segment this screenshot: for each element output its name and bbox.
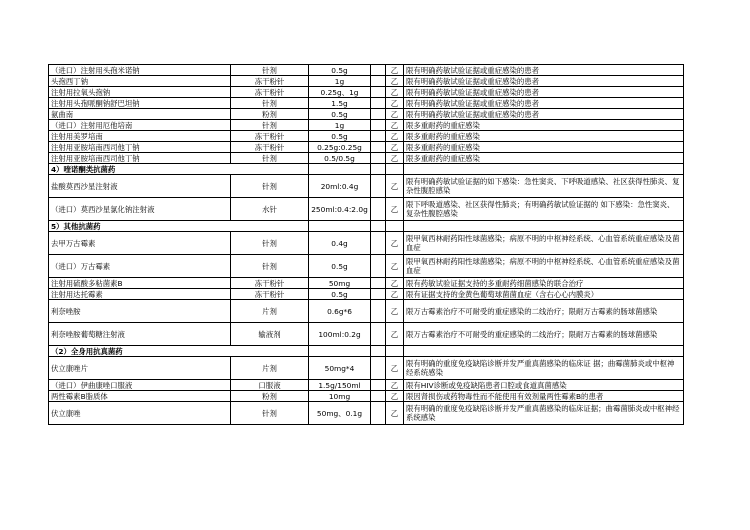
drug-name-cell: 利奈唑胺葡萄糖注射液 bbox=[49, 323, 231, 346]
restriction-cell: 限有HIV诊断或免疫缺陷患者口腔或食道真菌感染 bbox=[404, 380, 684, 391]
restriction-cell: 限有明确的重度免疫缺陷诊断并发严重真菌感染的临床证 据；曲霉菌肺炎或中枢神经系统感染 bbox=[404, 357, 684, 380]
table-row bbox=[49, 76, 684, 87]
specification-cell: 1g bbox=[309, 120, 371, 131]
dosage-form-cell: 针剂 bbox=[231, 65, 309, 76]
drug-name-cell: 两性霉素B脂质体 bbox=[49, 391, 231, 402]
restriction-cell: 限有明确药敏试验证据或重症感染的患者 bbox=[404, 76, 684, 87]
drug-name-cell: 氨曲南 bbox=[49, 109, 231, 120]
dosage-form-cell: 输液剂 bbox=[231, 323, 309, 346]
restriction-cell: 限有药敏试验证据支持的多重耐药细菌感染的联合治疗 bbox=[404, 278, 684, 289]
specification-cell: 20ml:0.4g bbox=[309, 175, 371, 198]
specification-cell: 10mg bbox=[309, 391, 371, 402]
restriction-cell: 限有明确药敏试验证据的如下感染：急性窦炎、下呼吸道感染、社区获得性肺炎、复杂性腹腔感染 bbox=[404, 175, 684, 198]
drug-name-cell: 注射用头孢哌酮钠舒巴坦钠 bbox=[49, 98, 231, 109]
dosage-form-cell: 冻干粉针 bbox=[231, 142, 309, 153]
table-body bbox=[49, 65, 684, 425]
specification-cell: 50mg bbox=[309, 278, 371, 289]
restriction-cell: 限多重耐药的重症感染 bbox=[404, 131, 684, 142]
category-cell: 乙 bbox=[386, 391, 404, 402]
drug-name-cell: 伏立康唑 bbox=[49, 402, 231, 425]
drug-name-cell: （进口）注射用头孢米诺钠 bbox=[49, 65, 231, 76]
table-row bbox=[49, 120, 684, 131]
restriction-cell: 限有明确药敏试验证据或重症感染的患者 bbox=[404, 65, 684, 76]
restriction-cell: 限因肾损伤或药物毒性而不能使用有效剂量两性霉素B的患者 bbox=[404, 391, 684, 402]
section-title: （2）全身用抗真菌药 bbox=[49, 346, 309, 357]
specification-cell: 0.5/0.5g bbox=[309, 153, 371, 164]
specification-cell: 250ml:0.4:2.0g bbox=[309, 198, 371, 221]
drug-name-cell: 注射用美罗培南 bbox=[49, 131, 231, 142]
category-cell: 乙 bbox=[386, 98, 404, 109]
table-row bbox=[49, 402, 684, 425]
table-row bbox=[49, 232, 684, 255]
dosage-form-cell: 冻干粉针 bbox=[231, 131, 309, 142]
category-cell: 乙 bbox=[386, 357, 404, 380]
restriction-cell-empty bbox=[404, 346, 684, 357]
drug-name-cell: （进口）万古霉素 bbox=[49, 255, 231, 278]
category-cell-empty bbox=[386, 164, 404, 175]
drug-name-cell: 注射用拉氧头孢钠 bbox=[49, 87, 231, 98]
restriction-cell: 限有明确的重度免疫缺陷诊断并发严重真菌感染的临床证据；曲霉菌肺炎或中枢神经系统感染 bbox=[404, 402, 684, 425]
category-cell: 乙 bbox=[386, 120, 404, 131]
blank-cell bbox=[371, 76, 386, 87]
blank-cell bbox=[371, 255, 386, 278]
table-row bbox=[49, 391, 684, 402]
category-cell: 乙 bbox=[386, 131, 404, 142]
specification-cell: 0.5g bbox=[309, 289, 371, 300]
category-cell: 乙 bbox=[386, 153, 404, 164]
blank-cell bbox=[371, 109, 386, 120]
drug-list-table bbox=[48, 64, 684, 425]
table-row bbox=[49, 323, 684, 346]
drug-name-cell: 注射用达托霉素 bbox=[49, 289, 231, 300]
dosage-form-cell: 针剂 bbox=[231, 98, 309, 109]
category-cell: 乙 bbox=[386, 289, 404, 300]
restriction-cell: 限有明确药敏试验证据或重症感染的患者 bbox=[404, 87, 684, 98]
blank-cell bbox=[371, 175, 386, 198]
spec-cell-empty bbox=[309, 346, 371, 357]
restriction-cell: 限有明确药敏试验证据或重症感染的患者 bbox=[404, 98, 684, 109]
restriction-cell-empty bbox=[404, 221, 684, 232]
drug-name-cell: 利奈唑胺 bbox=[49, 300, 231, 323]
category-cell: 乙 bbox=[386, 402, 404, 425]
category-cell: 乙 bbox=[386, 175, 404, 198]
restriction-cell: 限有证据支持的金黄色葡萄球菌菌血症（含右心心内膜炎） bbox=[404, 289, 684, 300]
blank-cell bbox=[371, 357, 386, 380]
table-row bbox=[49, 87, 684, 98]
table-row bbox=[49, 198, 684, 221]
table-row bbox=[49, 300, 684, 323]
dosage-form-cell: 粉剂 bbox=[231, 109, 309, 120]
category-cell: 乙 bbox=[386, 278, 404, 289]
table-row bbox=[49, 255, 684, 278]
category-cell-empty bbox=[386, 346, 404, 357]
dosage-form-cell: 片剂 bbox=[231, 357, 309, 380]
drug-name-cell: 去甲万古霉素 bbox=[49, 232, 231, 255]
section-header-row bbox=[49, 221, 684, 232]
blank-cell bbox=[371, 289, 386, 300]
table-row bbox=[49, 142, 684, 153]
restriction-cell: 限多重耐药的重症感染 bbox=[404, 120, 684, 131]
blank-cell bbox=[371, 142, 386, 153]
dosage-form-cell: 针剂 bbox=[231, 175, 309, 198]
drug-name-cell: 注射用亚胺培南西司他丁钠 bbox=[49, 142, 231, 153]
specification-cell: 50mg*4 bbox=[309, 357, 371, 380]
dosage-form-cell: 针剂 bbox=[231, 255, 309, 278]
dosage-form-cell: 片剂 bbox=[231, 300, 309, 323]
table-row bbox=[49, 131, 684, 142]
table-row bbox=[49, 380, 684, 391]
drug-name-cell: （进口）莫西沙星氯化钠注射液 bbox=[49, 198, 231, 221]
table-row bbox=[49, 153, 684, 164]
blank-cell bbox=[371, 232, 386, 255]
restriction-cell: 限多重耐药的重症感染 bbox=[404, 153, 684, 164]
drug-name-cell: （进口）注射用厄他培南 bbox=[49, 120, 231, 131]
section-title: 5）其他抗菌药 bbox=[49, 221, 309, 232]
category-cell: 乙 bbox=[386, 76, 404, 87]
section-title: 4）喹诺酮类抗菌药 bbox=[49, 164, 309, 175]
table-row bbox=[49, 357, 684, 380]
dosage-form-cell: 口服液 bbox=[231, 380, 309, 391]
specification-cell: 0.6g*6 bbox=[309, 300, 371, 323]
blank-cell-empty bbox=[371, 346, 386, 357]
blank-cell bbox=[371, 391, 386, 402]
category-cell: 乙 bbox=[386, 87, 404, 98]
restriction-cell: 限有明确药敏试验证据或重症感染的患者 bbox=[404, 109, 684, 120]
specification-cell: 1.5g/150ml bbox=[309, 380, 371, 391]
spec-cell-empty bbox=[309, 221, 371, 232]
table-row bbox=[49, 278, 684, 289]
category-cell: 乙 bbox=[386, 65, 404, 76]
blank-cell bbox=[371, 323, 386, 346]
drug-name-cell: 头孢西丁钠 bbox=[49, 76, 231, 87]
drug-name-cell: 注射用硫酸多粘菌素B bbox=[49, 278, 231, 289]
dosage-form-cell: 冻干粉针 bbox=[231, 278, 309, 289]
category-cell: 乙 bbox=[386, 109, 404, 120]
table-row bbox=[49, 98, 684, 109]
specification-cell: 1.5g bbox=[309, 98, 371, 109]
blank-cell bbox=[371, 65, 386, 76]
category-cell: 乙 bbox=[386, 380, 404, 391]
specification-cell: 1g bbox=[309, 76, 371, 87]
blank-cell bbox=[371, 120, 386, 131]
dosage-form-cell: 针剂 bbox=[231, 402, 309, 425]
blank-cell bbox=[371, 198, 386, 221]
specification-cell: 0.5g bbox=[309, 109, 371, 120]
category-cell: 乙 bbox=[386, 142, 404, 153]
spec-cell-empty bbox=[309, 164, 371, 175]
category-cell: 乙 bbox=[386, 198, 404, 221]
section-header-row bbox=[49, 346, 684, 357]
specification-cell: 0.25g:0.25g bbox=[309, 142, 371, 153]
dosage-form-cell: 粉剂 bbox=[231, 391, 309, 402]
restriction-cell: 限甲氧西林耐药阳性球菌感染；病原不明的中枢神经系统、心血管系统重症感染及菌血症 bbox=[404, 255, 684, 278]
category-cell: 乙 bbox=[386, 255, 404, 278]
dosage-form-cell: 冻干粉针 bbox=[231, 87, 309, 98]
restriction-cell-empty bbox=[404, 164, 684, 175]
blank-cell-empty bbox=[371, 221, 386, 232]
table-row bbox=[49, 289, 684, 300]
specification-cell: 0.5g bbox=[309, 65, 371, 76]
specification-cell: 0.5g bbox=[309, 131, 371, 142]
table-row bbox=[49, 109, 684, 120]
category-cell: 乙 bbox=[386, 300, 404, 323]
drug-name-cell: 注射用亚胺培南西司他丁钠 bbox=[49, 153, 231, 164]
restriction-cell: 限下呼吸道感染、社区获得性肺炎；有明确药敏试验证据的 如下感染：急性窦炎、复杂性腹腔感染 bbox=[404, 198, 684, 221]
category-cell-empty bbox=[386, 221, 404, 232]
drug-name-cell: 盐酸莫西沙星注射液 bbox=[49, 175, 231, 198]
dosage-form-cell: 冻干粉针 bbox=[231, 289, 309, 300]
category-cell: 乙 bbox=[386, 232, 404, 255]
blank-cell bbox=[371, 300, 386, 323]
blank-cell bbox=[371, 87, 386, 98]
specification-cell: 100ml:0.2g bbox=[309, 323, 371, 346]
blank-cell-empty bbox=[371, 164, 386, 175]
category-cell: 乙 bbox=[386, 323, 404, 346]
restriction-cell: 限多重耐药的重症感染 bbox=[404, 142, 684, 153]
table-row bbox=[49, 65, 684, 76]
blank-cell bbox=[371, 380, 386, 391]
specification-cell: 0.25g、1g bbox=[309, 87, 371, 98]
dosage-form-cell: 针剂 bbox=[231, 120, 309, 131]
restriction-cell: 限万古霉素治疗不可耐受的重症感染的二线治疗；限耐万古霉素的肠球菌感染 bbox=[404, 300, 684, 323]
blank-cell bbox=[371, 278, 386, 289]
restriction-cell: 限甲氧西林耐药阳性球菌感染；病原不明的中枢神经系统、心血管系统重症感染及菌血症 bbox=[404, 232, 684, 255]
specification-cell: 0.4g bbox=[309, 232, 371, 255]
dosage-form-cell: 冻干粉针 bbox=[231, 76, 309, 87]
restriction-cell: 限万古霉素治疗不可耐受的重症感染的二线治疗；限耐万古霉素的肠球菌感染 bbox=[404, 323, 684, 346]
blank-cell bbox=[371, 153, 386, 164]
dosage-form-cell: 针剂 bbox=[231, 232, 309, 255]
drug-name-cell: （进口）伊曲康唑口服液 bbox=[49, 380, 231, 391]
blank-cell bbox=[371, 131, 386, 142]
section-header-row bbox=[49, 164, 684, 175]
blank-cell bbox=[371, 402, 386, 425]
drug-name-cell: 伏立康唑片 bbox=[49, 357, 231, 380]
dosage-form-cell: 水针 bbox=[231, 198, 309, 221]
table-row bbox=[49, 175, 684, 198]
dosage-form-cell: 针剂 bbox=[231, 153, 309, 164]
specification-cell: 0.5g bbox=[309, 255, 371, 278]
blank-cell bbox=[371, 98, 386, 109]
specification-cell: 50mg、0.1g bbox=[309, 402, 371, 425]
